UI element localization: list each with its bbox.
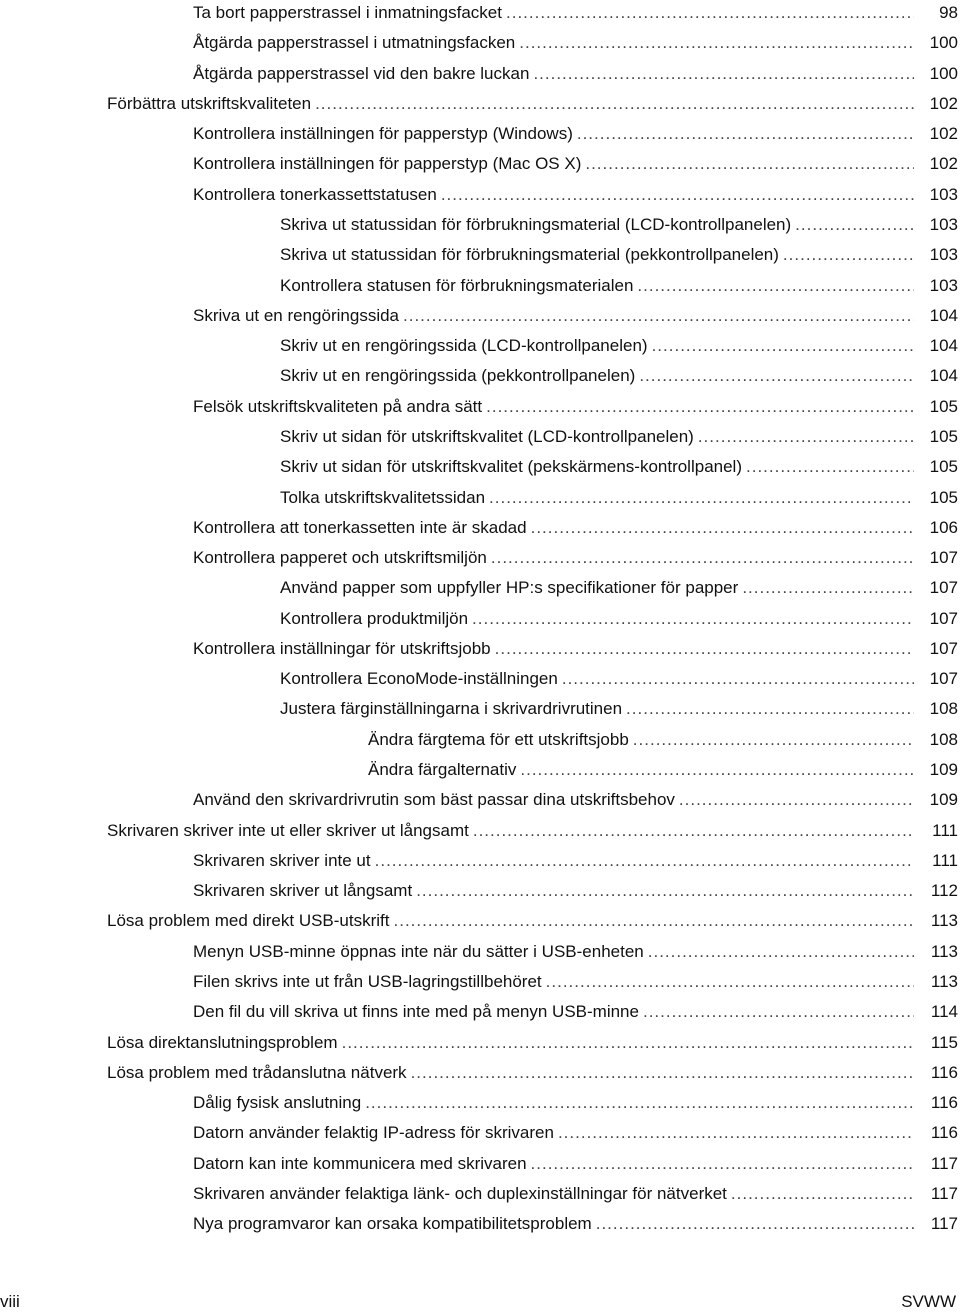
toc-entry[interactable] [0,61,960,87]
toc-entry-title: Skriva ut statussidan för förbrukningsmaterial (LCD-kontrollpanelen) [280,215,792,234]
toc-entry-page-number: 107 [929,638,958,658]
dot-leader [639,363,914,389]
dot-leader [577,121,914,147]
toc-entry-page-number: 102 [929,154,958,174]
toc-entry[interactable] [0,575,960,601]
dot-leader [643,999,914,1025]
toc-entry[interactable] [0,30,960,56]
toc-entry-page-number: 109 [929,760,958,779]
toc-entry-page-number: 113 [930,941,958,961]
toc-entry-title: Kontrollera inställningen för papperstyp (Mac OS X) [193,154,582,174]
dot-leader [546,969,914,995]
toc-entry-title: Kontrollera EconoMode-inställningen [280,669,558,689]
toc-entry-title: Åtgärda papperstrassel i utmatningsfacken [193,33,516,53]
dot-leader [533,61,914,87]
toc-entry[interactable] [0,242,960,268]
dot-leader [742,575,914,601]
toc-entry[interactable] [0,908,960,934]
toc-entry-page-number: 117 [930,1214,958,1234]
toc-entry-page-number: 105 [929,487,958,507]
toc-entry-title: Skriva ut en rengöringssida [193,305,400,325]
dot-leader [473,818,914,844]
dot-leader [585,151,914,177]
toc-entry-title: Skrivaren skriver inte ut eller skriver ut långsamt [107,820,469,840]
toc-entry-title: Kontrollera inställningen för papperstyp (Windows) [193,124,573,144]
toc-entry-title: Åtgärda papperstrassel vid den bakre luckan [193,63,530,83]
dot-leader [365,1090,914,1116]
toc-entry-title: Tolka utskriftskvalitetssidan [280,487,486,507]
dot-leader [633,727,914,753]
toc-entry[interactable] [0,454,960,480]
toc-entry-page-number: 107 [929,578,958,598]
toc-entry[interactable] [0,727,960,753]
toc-entry-title: Lösa problem med direkt USB-utskrift [107,911,390,931]
toc-entry-page-number: 100 [929,33,958,53]
toc-entry-page-number: 117 [930,1153,958,1173]
toc-entry[interactable] [0,1030,960,1056]
toc-entry[interactable] [0,818,960,844]
toc-entry-page-number: 116 [930,1123,958,1143]
toc-entry-page-number: 104 [929,366,958,386]
toc-entry-title: Ändra färgtema för ett utskriftsjobb [368,729,629,749]
dot-leader [342,1030,914,1056]
toc-entry[interactable] [0,91,960,117]
toc-entry-title: Kontrollera papperet och utskriftsmiljön [193,548,487,567]
toc-entry-title: Skrivaren skriver ut långsamt [193,881,413,901]
toc-entry-page-number: 116 [930,1062,958,1082]
toc-entry-title: Skriv ut sidan för utskriftskvalitet (LCD-kontrollpanelen) [280,426,694,446]
toc-entry[interactable] [0,303,960,329]
toc-entry[interactable] [0,121,960,147]
toc-entry-page-number: 103 [929,245,958,265]
toc-entry-page-number: 105 [929,426,958,446]
toc-entry-page-number: 103 [929,184,958,204]
toc-entry-page-number: 104 [929,336,958,356]
toc-entry[interactable] [0,333,960,359]
page-footer [0,1292,960,1312]
toc-entry-page-number: 109 [929,790,958,810]
toc-entry-title: Kontrollera inställningar för utskriftsjobb [193,638,491,658]
toc-entry[interactable] [0,545,960,571]
toc-entry[interactable] [0,212,960,238]
dot-leader [596,1211,914,1237]
dot-leader [679,787,914,813]
toc-entry[interactable] [0,636,960,662]
toc-entry[interactable] [0,999,960,1025]
toc-entry-title: Kontrollera tonerkassettstatusen [193,184,437,204]
toc-entry[interactable] [0,151,960,177]
toc-entry[interactable] [0,1151,960,1177]
dot-leader [486,394,914,420]
toc-entry-page-number: 115 [930,1032,958,1052]
toc-entry[interactable] [0,969,960,995]
toc-entry-page-number: 116 [930,1093,958,1113]
toc-entry[interactable] [0,696,960,722]
toc-entry-title: Använd papper som uppfyller HP:s specifikationer för papper [280,578,739,598]
toc-entry-title: Kontrollera produktmiljön [280,608,469,628]
dot-leader [441,182,914,208]
toc-entry-title: Lösa problem med trådanslutna nätverk [107,1062,407,1082]
toc-entry-page-number: 103 [929,275,958,295]
dot-leader [520,757,914,783]
dot-leader [506,0,914,26]
dot-leader [403,303,914,329]
toc-entry-page-number: 111 [932,850,958,870]
toc-entry[interactable] [0,757,960,783]
toc-entry[interactable] [0,666,960,692]
toc-entry-title: Skrivaren använder felaktiga länk- och duplexinställningar för nätverket [193,1183,727,1203]
dot-leader [698,424,914,450]
toc-entry-page-number: 105 [929,457,958,477]
toc-entry-title: Skriva ut statussidan för förbrukningsmaterial (pekkontrollpanelen) [280,245,779,265]
toc-entry-title: Förbättra utskriftskvaliteten [107,93,312,113]
toc-entry-page-number: 98 [939,3,958,22]
toc-entry-page-number: 107 [929,548,958,567]
toc-entry-title: Skriv ut sidan för utskriftskvalitet (pekskärmens-kontrollpanel) [280,457,742,477]
toc-entry-page-number: 102 [929,93,958,113]
toc-entry-title: Menyn USB-minne öppnas inte när du sätter i USB-enheten [193,941,644,961]
dot-leader [531,1151,914,1177]
toc-entry-title: Skriv ut en rengöringssida (LCD-kontrollpanelen) [280,336,648,356]
footer-page-number: viii [0,1292,20,1311]
toc-entry-title: Skrivaren skriver inte ut [193,850,371,870]
toc-entry-title: Kontrollera att tonerkassetten inte är skadad [193,517,527,537]
toc-entry[interactable] [0,878,960,904]
dot-leader [495,636,914,662]
toc-entry-title: Använd den skrivardrivrutin som bäst passar dina utskriftsbehov [193,790,675,810]
toc-entry[interactable] [0,515,960,541]
dot-leader [472,606,914,632]
toc-entry-title: Dålig fysisk anslutning [193,1093,362,1113]
toc-entry[interactable] [0,0,960,26]
toc-entry[interactable] [0,363,960,389]
toc-entry-title: Den fil du vill skriva ut finns inte med på menyn USB-minne [193,1002,639,1022]
toc-entry-page-number: 117 [930,1183,958,1203]
toc-entry-page-number: 100 [929,63,958,83]
toc-entry[interactable] [0,1211,960,1237]
toc-entry-title: Ta bort papperstrassel i inmatningsfacket [193,3,502,22]
toc-entry-page-number: 107 [929,608,958,628]
dot-leader [562,666,914,692]
toc-entry-title: Datorn använder felaktig IP-adress för skrivaren [193,1123,554,1143]
toc-entry-page-number: 114 [930,1002,958,1022]
toc-entry[interactable] [0,939,960,965]
toc-entry[interactable] [0,787,960,813]
toc-entry-title: Nya programvaror kan orsaka kompatibilitetsproblem [193,1214,592,1234]
toc-entry-page-number: 107 [929,669,958,689]
toc-entry-title: Felsök utskriftskvaliteten på andra sätt [193,396,483,416]
toc-entry-title: Datorn kan inte kommunicera med skrivaren [193,1153,527,1173]
dot-leader [394,908,915,934]
dot-leader [746,454,914,480]
dot-leader [731,1181,914,1207]
toc-entry-page-number: 108 [929,729,958,749]
dot-leader [375,848,914,874]
toc-entry[interactable] [0,182,960,208]
toc-entry-page-number: 103 [929,215,958,234]
toc-entry-title: Filen skrivs inte ut från USB-lagringstillbehöret [193,972,542,991]
dot-leader [411,1060,914,1086]
toc-entry[interactable] [0,1060,960,1086]
dot-leader [783,242,914,268]
toc-entry[interactable] [0,424,960,450]
toc-entry[interactable] [0,1090,960,1116]
toc-entry-page-number: 108 [929,699,958,719]
toc-entry-page-number: 113 [930,911,958,931]
dot-leader [491,545,914,571]
dot-leader [416,878,914,904]
toc-entry[interactable] [0,848,960,874]
footer-doc-code: SVWW [901,1292,956,1311]
toc-entry[interactable] [0,1120,960,1146]
toc-entry[interactable] [0,394,960,420]
toc-entry[interactable] [0,606,960,632]
dot-leader [795,212,914,238]
dot-leader [315,91,914,117]
dot-leader [519,30,914,56]
toc-entry[interactable] [0,273,960,299]
toc-entry-page-number: 106 [929,517,958,537]
toc-entry[interactable] [0,1181,960,1207]
toc-entry-title: Ändra färgalternativ [368,760,517,779]
dot-leader [489,485,914,511]
dot-leader [652,333,914,359]
dot-leader [558,1120,914,1146]
toc-entry-page-number: 111 [932,820,958,840]
toc-entry-page-number: 104 [929,305,958,325]
toc-entry-page-number: 113 [930,972,958,991]
toc-entry-title: Lösa direktanslutningsproblem [107,1032,338,1052]
dot-leader [648,939,914,965]
toc-entry-page-number: 112 [930,881,958,901]
toc-entry-title: Justera färginställningarna i skrivardrivrutinen [280,699,623,719]
dot-leader [531,515,914,541]
toc-entry-page-number: 105 [929,396,958,416]
dot-leader [626,696,914,722]
toc-entry-title: Kontrollera statusen för förbrukningsmaterialen [280,275,634,295]
toc-entry-title: Skriv ut en rengöringssida (pekkontrollpanelen) [280,366,636,386]
toc-entry[interactable] [0,485,960,511]
toc-entry-page-number: 102 [929,124,958,144]
dot-leader [637,273,914,299]
